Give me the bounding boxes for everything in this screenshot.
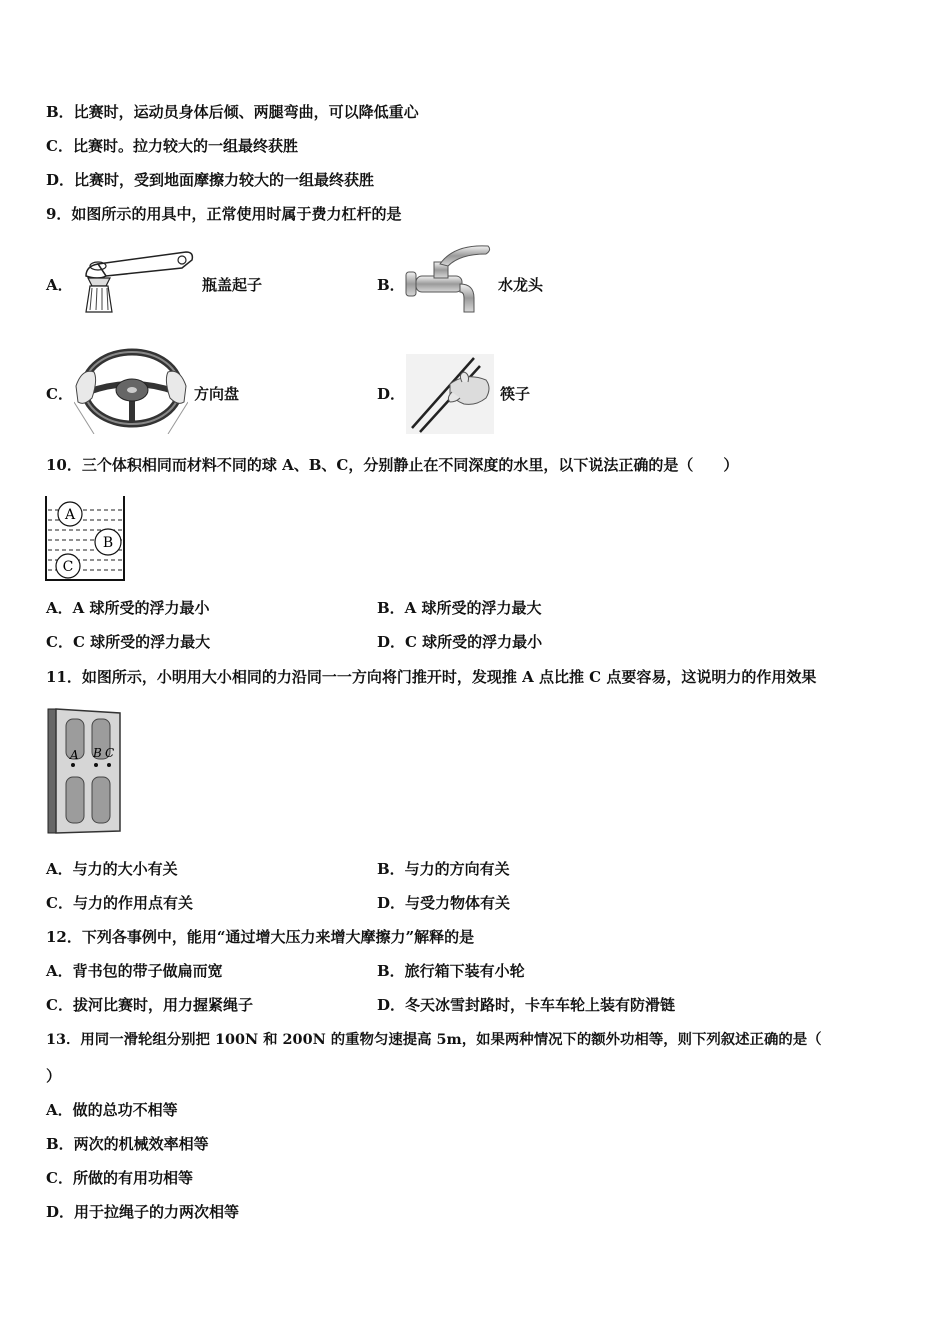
faucet-icon (404, 240, 494, 316)
q9-option-b-caption: 水龙头 (498, 276, 544, 294)
q13-stem: 13．用同一滑轮组分别把 100N 和 200N 的重物匀速提高 5m，如果两种情况下的额外功相等，则下列叙述正确的是（ (46, 1031, 822, 1048)
q12-option-c: C．拔河比赛时，用力握紧绳子 (46, 996, 253, 1014)
ball-a-label: A (64, 507, 76, 523)
door-point-a-label: A (70, 748, 79, 762)
q12-option-b: B．旅行箱下装有小轮 (377, 962, 525, 980)
q9-option-a-letter: A． (46, 276, 73, 294)
q8-option-c: C．比赛时。拉力较大的一组最终获胜 (46, 137, 298, 155)
q11-option-a: A．与力的大小有关 (46, 860, 178, 878)
q13-stem-continued: ） (46, 1067, 62, 1085)
q9-option-d-caption: 筷子 (500, 385, 531, 403)
q10-option-a: A．A 球所受的浮力最小 (46, 599, 210, 617)
ball-c-label: C (62, 559, 74, 575)
q11-option-d: D．与受力物体有关 (377, 894, 511, 912)
door-point-c-label: C (105, 746, 115, 760)
door-figure (46, 705, 122, 835)
bottle-opener-icon (78, 246, 198, 314)
q10-option-b: B．A 球所受的浮力最大 (377, 599, 542, 617)
q12-option-d: D．冬天冰雪封路时，卡车车轮上装有防滑链 (377, 996, 676, 1014)
q10-option-d: D．C 球所受的浮力最小 (377, 633, 543, 651)
q12-option-a: A．背书包的带子做扁而宽 (46, 962, 223, 980)
q10-stem: 10．三个体积相同而材料不同的球 A、B、C，分别静止在不同深度的水里，以下说法正确的是（ ） (46, 456, 739, 474)
q9-option-c-letter: C． (46, 385, 73, 403)
q12-stem: 12．下列各事例中，能用“通过增大压力来增大摩擦力”解释的是 (46, 928, 475, 946)
q9-option-b-letter: B． (377, 276, 405, 294)
chopsticks-icon (406, 354, 494, 434)
q13-option-b: B．两次的机械效率相等 (46, 1135, 209, 1153)
q9-option-c-caption: 方向盘 (194, 385, 240, 403)
steering-wheel-icon (74, 346, 188, 434)
q13-option-c: C．所做的有用功相等 (46, 1169, 193, 1187)
q9-stem: 9．如图所示的用具中，正常使用时属于费力杠杆的是 (46, 205, 402, 223)
q11-option-b: B．与力的方向有关 (377, 860, 510, 878)
ball-b-label: B (102, 535, 114, 551)
q8-option-d: D．比赛时，受到地面摩擦力较大的一组最终获胜 (46, 171, 375, 189)
water-tank-figure (44, 494, 128, 584)
q9-option-a-caption: 瓶盖起子 (202, 276, 263, 294)
q13-option-a: A．做的总功不相等 (46, 1101, 178, 1119)
q11-stem: 11．如图所示，小明用大小相同的力沿同一一方向将门推开时，发现推 A 点比推 C 点要容易，这说明力的作用效果 (46, 668, 817, 686)
q10-option-c: C．C 球所受的浮力最大 (46, 633, 211, 651)
q13-option-d: D．用于拉绳子的力两次相等 (46, 1203, 240, 1221)
q9-option-d-letter: D． (377, 385, 406, 403)
door-point-b-label: B (93, 746, 102, 760)
q11-option-c: C．与力的作用点有关 (46, 894, 193, 912)
q8-option-b: B．比赛时，运动员身体后倾、两腿弯曲，可以降低重心 (46, 103, 419, 121)
